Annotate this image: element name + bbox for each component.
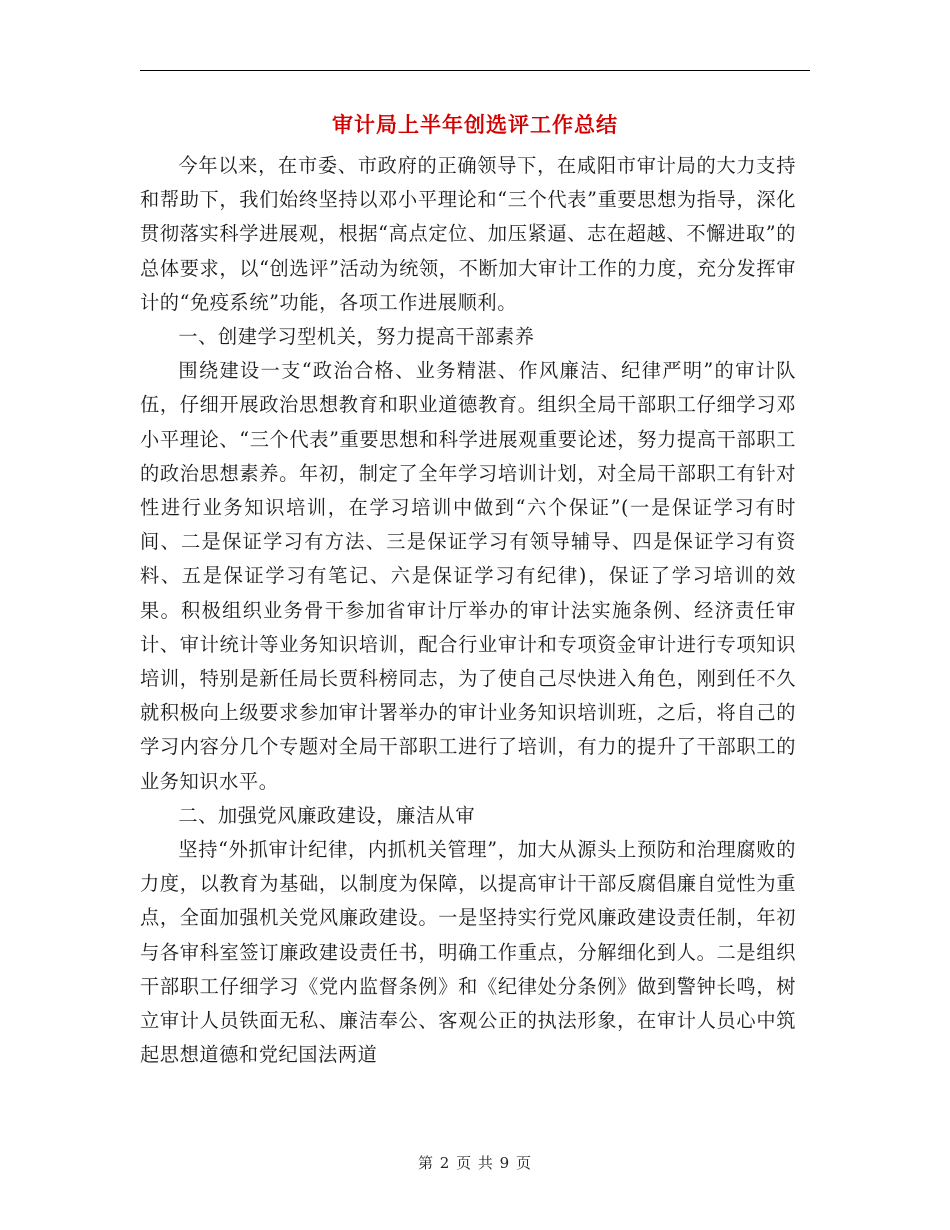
header-rule (140, 70, 810, 71)
section-heading-1: 一、创建学习型机关，努力提高干部素养 (178, 325, 535, 349)
intro-paragraph: 今年以来，在市委、市政府的正确领导下，在咸阳市审计局的大力支持和帮助下，我们始终坚持以邓小平理论和“三个代表”重要思想为指导，深化贯彻落实科学进展观，根据“高点定位、加压紧逼、志在超越、不懈进取”的总体要求，以“创选评”活动为统领，不断加大审计工作的力度，充分发挥审计的“免疫系统”功能，各项工作进展顺利。 (140, 154, 796, 314)
page-number-footer: 第 2 页 共 9 页 (418, 1154, 532, 1172)
document-body (140, 149, 796, 1072)
section-1-paragraph: 围绕建设一支“政治合格、业务精湛、作风廉洁、纪律严明”的审计队伍，仔细开展政治思想教育和职业道德教育。组织全局干部职工仔细学习邓小平理论、“三个代表”重要思想和科学进展观重要论述，努力提高干部职工的政治思想素养。年初，制定了全年学习培训计划，对全局干部职工有针对性进行业务知识培训，在学习培训中做到“六个保证”(一是保证学习有时间、二是保证学习有方法、三是保证学习有领导辅导、四是保证学习有资料、五是保证学习有笔记、六是保证学习有纪律)，保证了学习培训的效果。积极组织业务骨干参加省审计厅举办的审计法实施条例、经济责任审计、审计统计等业务知识培训，配合行业审计和专项资金审计进行专项知识培训，特别是新任局长贾科榜同志，为了使自己尽快进入角色，刚到任不久就积极向上级要求参加审计署举办的审计业务知识培训班，之后，将自己的学习内容分几个专题对全局干部职工进行了培训，有力的提升了干部职工的业务知识水平。 (140, 359, 796, 793)
section-2-paragraph: 坚持“外抓审计纪律，内抓机关管理”，加大从源头上预防和治理腐败的力度，以教育为基础，以制度为保障，以提高审计干部反腐倡廉自觉性为重点，全面加强机关党风廉政建设。一是坚持实行党风廉政建设责任制，年初与各审科室签订廉政建设责任书，明确工作重点，分解细化到人。二是组织干部职工仔细学习《党内监督条例》和《纪律处分条例》做到警钟长鸣，树立审计人员铁面无私、廉洁奉公、客观公正的执法形象，在审计人员心中筑起思想道德和党纪国法两道 (140, 838, 796, 1067)
document-title: 审计局上半年创选评工作总结 (332, 112, 618, 137)
section-heading-2: 二、加强党风廉政建设，廉洁从审 (178, 803, 476, 827)
